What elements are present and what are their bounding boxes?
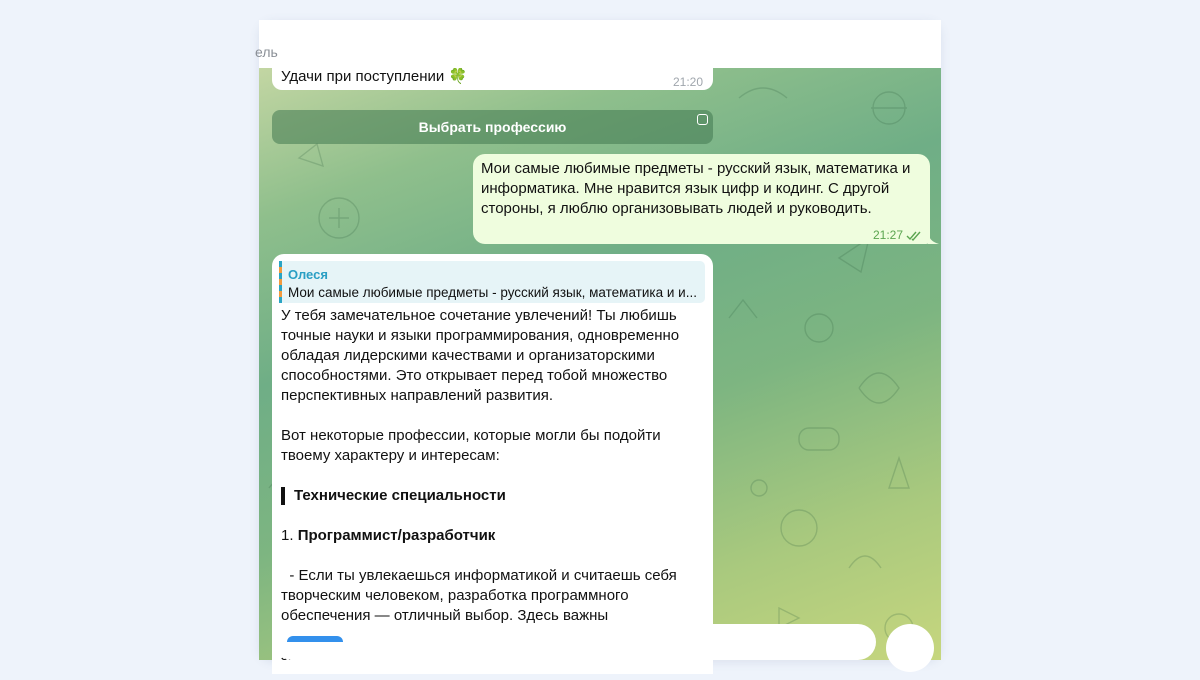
incoming-message-body [281, 306, 705, 666]
outgoing-bubble-tail [928, 231, 940, 244]
chat-window [255, 20, 941, 660]
previous-message-time: 21:20 [672, 75, 703, 89]
send-button[interactable] [886, 624, 934, 672]
item-title: Программист/разработчик [297, 527, 496, 544]
input-accent [287, 636, 343, 642]
open-window-icon [697, 114, 708, 125]
reply-preview: Мои самые любимые предметы - русский язык, математика и и... [288, 285, 697, 300]
outgoing-message-time: 21:27 [872, 228, 903, 242]
section-heading: Технические специальности [294, 487, 506, 504]
item-number: 1. [281, 527, 298, 544]
outgoing-message-text: Мои самые любимые предметы - русский язык, математика и информатика. Мне нравится язык цифр и кодинг. С другой стороны, я люблю организовывать людей и руководить. [481, 160, 911, 217]
chat-area[interactable] [259, 68, 941, 660]
incoming-message-bubble [272, 254, 713, 674]
item-description: - Если ты увлекаешься информатикой и считаешь себя творческим человеком, разработка программного обеспечения — отличный выбор. Здесь важны [281, 567, 677, 624]
double-check-icon [906, 231, 922, 241]
reply-quote[interactable] [279, 261, 705, 303]
chat-header [255, 20, 941, 68]
paragraph-intro: У тебя замечательное сочетание увлечений! Ты любишь точные науки и языки программирования, одновременно обладая лидерскими качествами и организаторскими способностями. Это открывает перед тобой множество перспективных направлений развития. [281, 307, 680, 404]
chat-title[interactable]: ель [255, 44, 278, 60]
previous-message-text: Удачи при поступлении [281, 68, 449, 85]
choose-profession-button[interactable] [272, 110, 713, 144]
paragraph-list-intro: Вот некоторые профессии, которые могли бы подойти твоему характеру и интересам: [281, 427, 661, 464]
clover-emoji: 🍀 [448, 68, 468, 85]
reply-accent-bar [279, 261, 282, 303]
message-input[interactable] [274, 624, 876, 660]
section-marker [281, 487, 285, 505]
reply-author: Олеся [288, 267, 328, 282]
outgoing-message-bubble [473, 154, 930, 244]
choose-profession-label: Выбрать профессию [418, 119, 567, 135]
